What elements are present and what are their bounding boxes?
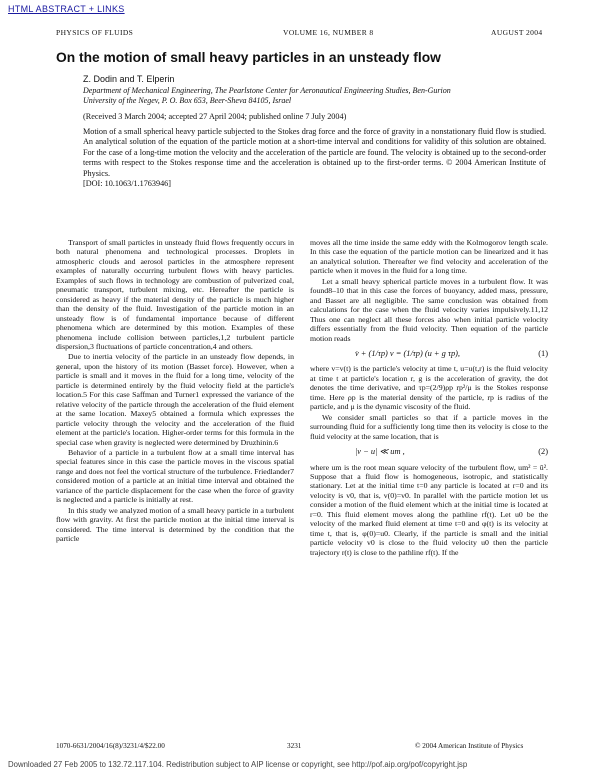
equation-2-number: (2): [538, 447, 548, 457]
equation-2: [310, 447, 548, 456]
abstract: [83, 127, 546, 189]
abstract-text: Motion of a small spherical heavy particle subjected to the Stokes drag force and the force of gravity in a nonstationary fluid flow is studied. An analytical solution of the equation of the particle motion at a short-time interval and conditions for validity of this solution are obtained. For the case of a long-time motion the velocity and the acceleration of the particle are found. The velocity is obtained up to the second-order terms with respect to the Stokes response time and the acceleration is obtained up to the first-order terms. © 2004 American Institute of Physics.: [83, 127, 546, 178]
issue-date: AUGUST 2004: [491, 28, 543, 37]
paragraph: where um is the root mean square velocity of the turbulent flow, um² = ū². Suppose that a fluid flow is homogeneous, isotropic, and statistically stationary. Let at the initial time t=0 any particle is located at r=0 and its velocity is v0, that is, v(0)=v0. In parallel with the particle motion let us consider a motion of the fluid element which at the initial time is located at r=0. This fluid element moves along the pathline rf(t). Let u0 be the velocity of the marked fluid element at time t=0 and φ(t) is its velocity at time t, that is, φ(0)=u0. Clearly, if the particle is small and the initial particle velocity v0 is close to the fluid velocity u0 then the particle trajectory r(t) is close to the pathline rf(t). If the: [310, 462, 548, 557]
received-dates: (Received 3 March 2004; accepted 27 April 2004; published online 7 July 2004): [83, 112, 347, 121]
right-column: [310, 238, 548, 558]
paragraph: Behavior of a particle in a turbulent flow at a small time interval has special features since in this case the particle moves in the viscous spatial range and does not feel the vortical structure of the turbulence. Friedlander7 considered motion of a particle at an initial time interval and obtained the variance of the particle displacement for the case when the force of gravity is neglected and a particle is initially at rest.: [56, 447, 294, 505]
authors: Z. Dodin and T. Elperin: [83, 74, 175, 84]
download-notice: Downloaded 27 Feb 2005 to 132.72.117.104. Redistribution subject to AIP license or copyright, see http://pof.aip.org/pof/copyright.jsp: [8, 760, 468, 769]
volume-number: VOLUME 16, NUMBER 8: [283, 28, 374, 37]
paragraph: where v=v(t) is the particle's velocity at time t, u=u(t,r) is the fluid velocity at time t at particle's location r, g is the acceleration of gravity, the dot denotes the time derivative, and τp=(2/9)ρp rp²/μ is the Stokes response time. Here ρp is the material density of the particle, rp is radius of the particle, and μ is the dynamic viscosity of the fluid.: [310, 364, 548, 412]
article-title: On the motion of small heavy particles in an unsteady flow: [56, 50, 441, 65]
article-code: 1070-6631/2004/16(8)/3231/4/$22.00: [56, 742, 165, 750]
page-number: 3231: [287, 742, 302, 750]
paragraph: Due to inertia velocity of the particle in an unsteady flow depends, in general, upon the history of its motion (Basset force). However, when a particle is small and it moves in the fluid for a long time, velocity of the particle is determined entirely by the fluid velocity field at the particle's location.5 For this case Saffman and Turner1 expressed the variance of the relative velocity of the particle through the acceleration of the fluid element at the same location. Maxey5 obtained a formula which expresses the particle velocity through the velocity and the acceleration of the fluid element at the particle's location. Higher-order terms for this formula in the special case when gravity is neglected were determined by Druzhinin.6: [56, 352, 294, 447]
equation-1-number: (1): [538, 348, 548, 358]
copyright: © 2004 American Institute of Physics: [415, 742, 524, 750]
doi: [DOI: 10.1063/1.1763946]: [83, 179, 172, 189]
paragraph: moves all the time inside the same eddy with the Kolmogorov length scale. In this case the equation of the particle motion can be linearized and it has an analytical solution. Thereafter we find velocity and acceleration of the particle when it moves in the fluid for a long time.: [310, 238, 548, 276]
left-column: [56, 238, 294, 545]
equation-1: [310, 349, 548, 358]
journal-name: PHYSICS OF FLUIDS: [56, 28, 134, 37]
paragraph: In this study we analyzed motion of a small heavy particle in a turbulent flow with gravity. At first the particle motion at the initial time interval is considered. The time interval is determined by the condition that the particle: [56, 505, 294, 544]
equation-2-body: |v − u| ≪ um ,: [355, 447, 405, 457]
paragraph: We consider small particles so that if a particle moves in the surrounding fluid for a sufficiently long time then its velocity is close to the fluid velocity at the same location, that is: [310, 412, 548, 441]
equation-1-body: v̇ + (1/τp) v = (1/τp) (u + g τp),: [355, 348, 461, 358]
affiliation: Department of Mechanical Engineering, The Pearlstone Center for Aeronautical Engineering Studies, Ben-Gurion University of the Negev, P. O. Box 653, Beer-Sheva 84105, Israel: [83, 86, 451, 105]
paragraph: Let a small heavy spherical particle moves in a turbulent flow. It was found8–10 that in this case the forces of buoyancy, added mass, pressure, and Basset are all negligible. The same conclusion was obtained from calculations for the case when the fluid velocity varies impulsively.11,12 Thus one can neglect all these forces also when initial particle velocity differs essentially from the fluid velocity. Then equation of the particle motion reads: [310, 276, 548, 343]
abstract-links-link[interactable]: HTML ABSTRACT + LINKS: [8, 4, 125, 14]
paragraph: Transport of small particles in unsteady fluid flows frequently occurs in both natural phenomena and technological processes. Droplets in atmospheric clouds and aerosol particles in the atmosphere represent examples of naturally occurring turbulent flows with heavy particles. Examples of such flows in technology are combustion of pulverized coal, pneumatic transport, turbulent mixing, etc. Hereafter the particle is considered as heavy if the material density of the particle is much higher than the density of the fluid. Investigation of the particle motion in an unsteady flow is of fundamental importance because of different phenomena which are determined by this motion. Examples of these phenomena include collision between particles,1,2 turbulent particle dispersion,3 fluctuations of particle concentration,4 and others.: [56, 238, 294, 351]
